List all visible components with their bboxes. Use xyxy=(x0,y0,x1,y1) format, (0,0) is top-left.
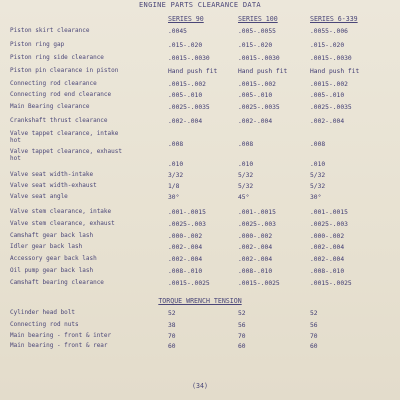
table-row xyxy=(0,104,400,116)
row-label: Main bearing - front & rear xyxy=(10,342,108,349)
row-label: Accessory gear back lash xyxy=(10,255,97,262)
value-series-90: .008 xyxy=(168,141,184,148)
page-title: ENGINE PARTS CLEARANCE DATA xyxy=(139,1,261,9)
row-label: Oil pump gear back lash xyxy=(10,267,94,274)
value-series-100: .005-.0055 xyxy=(238,28,276,35)
header-series-90: SERIES 90 xyxy=(168,15,204,23)
value-series-100: .015-.020 xyxy=(238,42,273,49)
row-label: Valve stem clearance, intake xyxy=(10,208,112,215)
value-series-6-339: .002-.004 xyxy=(310,118,345,125)
row-label: Piston ring side clearance xyxy=(10,54,104,61)
value-series-100: .0015-.0025 xyxy=(238,280,280,287)
value-series-90: 70 xyxy=(168,333,176,340)
value-series-6-339: 30° xyxy=(310,194,322,201)
value-series-90: .001-.0015 xyxy=(168,209,206,216)
value-series-100: .0025-.003 xyxy=(238,221,276,228)
row-label: Piston pin clearance in piston xyxy=(10,67,119,74)
row-label: Idler gear back lash xyxy=(10,243,83,250)
table-row xyxy=(0,68,400,80)
value-series-90: 30° xyxy=(168,194,180,201)
page-number: (34) xyxy=(192,382,208,390)
table-row xyxy=(0,55,400,67)
value-series-90: .0015-.002 xyxy=(168,81,206,88)
value-series-90: .0045 xyxy=(168,28,187,35)
value-series-100: 56 xyxy=(238,322,246,329)
value-series-90: 38 xyxy=(168,322,176,329)
table-row xyxy=(0,130,400,148)
table-row xyxy=(0,280,400,292)
value-series-6-339: .0025-.003 xyxy=(310,221,348,228)
value-series-100: .0025-.0035 xyxy=(238,104,280,111)
value-series-6-339: 5/32 xyxy=(310,183,326,190)
value-series-6-339: .010 xyxy=(310,161,326,168)
value-series-90: 60 xyxy=(168,343,176,350)
row-label: Valve stem clearance, exhaust xyxy=(10,220,115,227)
value-series-6-339: 52 xyxy=(310,310,318,317)
value-series-100: 70 xyxy=(238,333,246,340)
value-series-90: .0025-.003 xyxy=(168,221,206,228)
row-label: Main Bearing clearance xyxy=(10,103,90,110)
value-series-100: .008-.010 xyxy=(238,268,273,275)
value-series-90: .005-.010 xyxy=(168,92,203,99)
table-row xyxy=(0,28,400,40)
value-series-100: 5/32 xyxy=(238,183,254,190)
value-series-100: Hand push fit xyxy=(238,68,288,75)
value-series-90: .010 xyxy=(168,161,184,168)
value-series-6-339: .001-.0015 xyxy=(310,209,348,216)
value-series-6-339: 70 xyxy=(310,333,318,340)
row-label: Crankshaft thrust clearance xyxy=(10,117,108,124)
value-series-100: .002-.004 xyxy=(238,118,273,125)
value-series-6-339: .0015-.002 xyxy=(310,81,348,88)
value-series-90: 52 xyxy=(168,310,176,317)
value-series-6-339: Hand push fit xyxy=(310,68,360,75)
row-label: Valve tappet clearance, exhaust hot xyxy=(10,148,122,162)
value-series-100: .002-.004 xyxy=(238,256,273,263)
row-label: Cylinder head bolt xyxy=(10,309,76,316)
value-series-90: .0015-.0030 xyxy=(168,55,210,62)
row-label: Connecting rod nuts xyxy=(10,321,79,328)
value-series-6-339: .002-.004 xyxy=(310,256,345,263)
value-series-100: .0015-.0030 xyxy=(238,55,280,62)
header-series-6-339: SERIES 6-339 xyxy=(310,15,358,23)
value-series-6-339: .0025-.0035 xyxy=(310,104,352,111)
row-label: Connecting rod end clearance xyxy=(10,91,112,98)
value-series-90: .0015-.0025 xyxy=(168,280,210,287)
value-series-90: .008-.010 xyxy=(168,268,203,275)
row-label: Piston skirt clearance xyxy=(10,27,90,34)
value-series-90: Hand push fit xyxy=(168,68,218,75)
value-series-6-339: .000-.002 xyxy=(310,233,345,240)
value-series-90: .0025-.0035 xyxy=(168,104,210,111)
value-series-6-339: 5/32 xyxy=(310,172,326,179)
value-series-6-339: .0015-.0030 xyxy=(310,55,352,62)
row-label: Connecting rod clearance xyxy=(10,80,97,87)
value-series-100: 60 xyxy=(238,343,246,350)
value-series-6-339: .0015-.0025 xyxy=(310,280,352,287)
value-series-6-339: .0055-.006 xyxy=(310,28,348,35)
value-series-100: 5/32 xyxy=(238,172,254,179)
table-row xyxy=(0,42,400,54)
value-series-6-339: .008 xyxy=(310,141,326,148)
value-series-100: .000-.002 xyxy=(238,233,273,240)
value-series-100: .008 xyxy=(238,141,254,148)
value-series-90: .000-.002 xyxy=(168,233,203,240)
value-series-90: .015-.020 xyxy=(168,42,203,49)
row-label: Valve seat width-intake xyxy=(10,171,94,178)
row-label: Main bearing - front & inter xyxy=(10,332,112,339)
row-label: Valve tappet clearance, intake hot xyxy=(10,130,119,144)
row-label: Valve seat width-exhaust xyxy=(10,182,97,189)
value-series-6-339: 60 xyxy=(310,343,318,350)
torque-section-title xyxy=(0,297,400,305)
value-series-100: .005-.010 xyxy=(238,92,273,99)
value-series-100: .010 xyxy=(238,161,254,168)
torque-row xyxy=(0,343,400,355)
value-series-6-339: .015-.020 xyxy=(310,42,345,49)
header-series-100: SERIES 100 xyxy=(238,15,278,23)
row-label: Camshaft bearing clearance xyxy=(10,279,104,286)
value-series-6-339: .002-.004 xyxy=(310,244,345,251)
table-row xyxy=(0,148,400,168)
row-label: Camshaft gear back lash xyxy=(10,232,94,239)
value-series-100: .002-.004 xyxy=(238,244,273,251)
row-label: Valve seat angle xyxy=(10,193,68,200)
value-series-100: 45° xyxy=(238,194,250,201)
table-row xyxy=(0,194,400,206)
value-series-100: 52 xyxy=(238,310,246,317)
value-series-90: .002-.004 xyxy=(168,256,203,263)
table-row xyxy=(0,118,400,130)
torque-title-text: TORQUE WRENCH TENSION xyxy=(158,297,242,305)
value-series-6-339: .005-.010 xyxy=(310,92,345,99)
value-series-6-339: 56 xyxy=(310,322,318,329)
row-label: Piston ring gap xyxy=(10,41,65,48)
value-series-6-339: .008-.010 xyxy=(310,268,345,275)
value-series-90: .002-.004 xyxy=(168,118,203,125)
value-series-90: 1/8 xyxy=(168,183,180,190)
value-series-100: .0015-.002 xyxy=(238,81,276,88)
value-series-90: 3/32 xyxy=(168,172,184,179)
value-series-100: .001-.0015 xyxy=(238,209,276,216)
value-series-90: .002-.004 xyxy=(168,244,203,251)
